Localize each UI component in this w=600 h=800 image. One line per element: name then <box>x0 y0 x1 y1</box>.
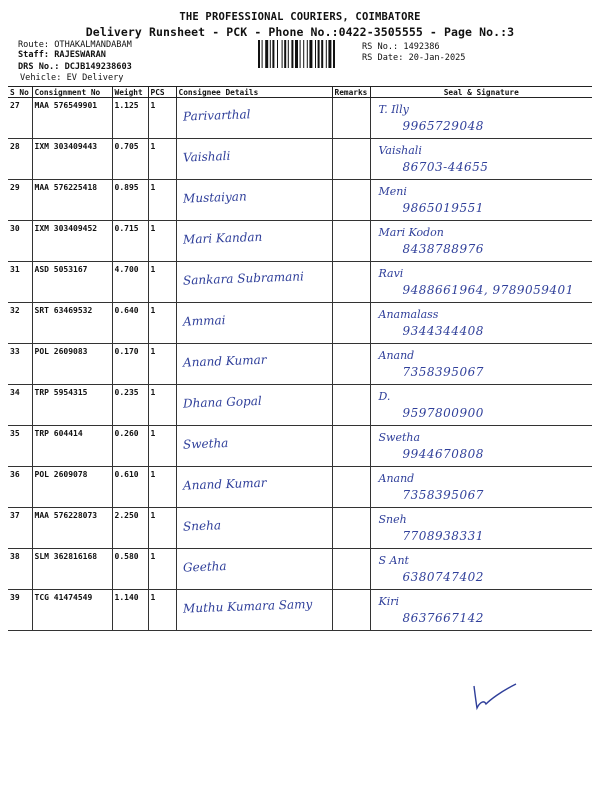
row-sno: 31 <box>8 262 32 303</box>
row-signature <box>370 385 592 426</box>
table-row <box>8 467 592 508</box>
row-sno: 29 <box>8 180 32 221</box>
row-weight: 1.140 <box>112 590 148 631</box>
row-weight: 0.715 <box>112 221 148 262</box>
table-row <box>8 262 592 303</box>
vehicle: Vehicle: EV Delivery <box>20 73 124 83</box>
col-sno: S No <box>8 87 32 98</box>
table-row <box>8 221 592 262</box>
phone-handwriting: 7708938331 <box>402 529 484 543</box>
row-sno: 38 <box>8 549 32 590</box>
row-consignment-no: IXM 303409443 <box>32 139 112 180</box>
table-row <box>8 549 592 590</box>
row-consignment-no: ASD 5053167 <box>32 262 112 303</box>
consignee-handwriting: Geetha <box>182 559 227 575</box>
barcode-bar <box>270 40 271 68</box>
row-weight: 0.235 <box>112 385 148 426</box>
row-consignee <box>176 467 332 508</box>
row-weight: 0.640 <box>112 303 148 344</box>
row-consignee <box>176 426 332 467</box>
row-remarks <box>332 221 370 262</box>
signature-handwriting: T. Illy <box>378 103 409 116</box>
row-consignee <box>176 549 332 590</box>
phone-handwriting: 9865019551 <box>402 201 484 215</box>
row-signature <box>370 262 592 303</box>
row-consignment-no: TCG 41474549 <box>32 590 112 631</box>
table-row <box>8 303 592 344</box>
barcode-bar <box>284 40 286 68</box>
signature-handwriting: Anand <box>378 472 415 485</box>
row-sno: 30 <box>8 221 32 262</box>
row-weight: 4.700 <box>112 262 148 303</box>
row-remarks <box>332 549 370 590</box>
row-remarks <box>332 180 370 221</box>
row-remarks <box>332 467 370 508</box>
row-consignee <box>176 303 332 344</box>
row-pcs: 1 <box>148 426 176 467</box>
row-weight: 0.580 <box>112 549 148 590</box>
row-consignment-no: SLM 362816168 <box>32 549 112 590</box>
row-sno: 36 <box>8 467 32 508</box>
barcode-bar <box>295 40 298 68</box>
row-weight: 0.705 <box>112 139 148 180</box>
phone-handwriting: 8438788976 <box>402 242 484 256</box>
row-signature <box>370 590 592 631</box>
col-signature: Seal & Signature <box>370 87 592 98</box>
consignee-handwriting: Muthu Kumara Samy <box>182 597 313 616</box>
consignee-handwriting: Anand Kumar <box>182 352 267 370</box>
row-sno: 35 <box>8 426 32 467</box>
barcode-bar <box>318 40 320 68</box>
row-remarks <box>332 344 370 385</box>
row-consignment-no: TRP 604414 <box>32 426 112 467</box>
consignee-handwriting: Parivarthal <box>182 107 251 124</box>
company-name: THE PROFESSIONAL COURIERS, COIMBATORE <box>179 11 421 23</box>
row-pcs: 1 <box>148 385 176 426</box>
row-pcs: 1 <box>148 139 176 180</box>
row-pcs: 1 <box>148 508 176 549</box>
barcode-bar <box>288 40 289 68</box>
barcode-bar <box>291 40 293 68</box>
table-header-row <box>8 87 592 98</box>
row-consignment-no: MAA 576225418 <box>32 180 112 221</box>
row-remarks <box>332 508 370 549</box>
row-consignment-no: POL 2609078 <box>32 467 112 508</box>
phone-handwriting: 86703-44655 <box>402 160 489 174</box>
consignee-handwriting: Swetha <box>182 435 229 452</box>
signature-handwriting: Anamalass <box>378 308 439 321</box>
consignee-handwriting: Anand Kumar <box>182 475 267 493</box>
row-consignment-no: TRP 5954315 <box>32 385 112 426</box>
row-pcs: 1 <box>148 98 176 139</box>
table-row <box>8 98 592 139</box>
row-signature <box>370 139 592 180</box>
col-remarks: Remarks <box>332 87 370 98</box>
row-weight: 0.610 <box>112 467 148 508</box>
row-signature <box>370 221 592 262</box>
signature-handwriting: S Ant <box>378 554 409 567</box>
phone-handwriting: 7358395067 <box>402 365 484 379</box>
row-consignee <box>176 344 332 385</box>
row-sno: 28 <box>8 139 32 180</box>
table-row <box>8 344 592 385</box>
barcode-bar <box>309 40 312 68</box>
row-pcs: 1 <box>148 221 176 262</box>
row-signature <box>370 426 592 467</box>
signature-handwriting: Sneh <box>378 513 407 526</box>
row-signature <box>370 98 592 139</box>
col-consignment: Consignment No <box>32 87 112 98</box>
row-signature <box>370 467 592 508</box>
table-row <box>8 426 592 467</box>
barcode-bar <box>262 40 263 68</box>
row-sno: 34 <box>8 385 32 426</box>
phone-handwriting: 9597800900 <box>402 406 484 420</box>
row-signature <box>370 549 592 590</box>
row-pcs: 1 <box>148 467 176 508</box>
row-consignee <box>176 180 332 221</box>
row-consignee <box>176 590 332 631</box>
row-remarks <box>332 590 370 631</box>
col-consignee: Consignee Details <box>176 87 332 98</box>
barcode-bar <box>265 40 268 68</box>
row-remarks <box>332 385 370 426</box>
row-weight: 0.260 <box>112 426 148 467</box>
signature-handwriting: Kiri <box>378 595 400 608</box>
row-consignee <box>176 139 332 180</box>
row-consignee <box>176 508 332 549</box>
signature-handwriting: Swetha <box>378 431 421 444</box>
barcode-bar <box>258 40 260 68</box>
barcode-bar <box>300 40 301 68</box>
rs-number: RS No.: 1492386 <box>362 42 440 52</box>
phone-handwriting: 9344344408 <box>402 324 484 338</box>
phone-handwriting: 8637667142 <box>402 611 484 625</box>
row-consignee <box>176 98 332 139</box>
row-pcs: 1 <box>148 344 176 385</box>
row-pcs: 1 <box>148 303 176 344</box>
barcode-bar <box>272 40 274 68</box>
row-remarks <box>332 139 370 180</box>
signature-handwriting: Ravi <box>378 267 404 280</box>
row-consignment-no: SRT 63469532 <box>32 303 112 344</box>
row-pcs: 1 <box>148 590 176 631</box>
row-sno: 27 <box>8 98 32 139</box>
row-sno: 33 <box>8 344 32 385</box>
row-pcs: 1 <box>148 549 176 590</box>
signature-handwriting: Mari Kodon <box>378 226 444 239</box>
row-weight: 0.895 <box>112 180 148 221</box>
barcode-bar <box>277 40 278 68</box>
row-pcs: 1 <box>148 180 176 221</box>
barcode-bar <box>328 40 331 68</box>
row-consignment-no: MAA 576549901 <box>32 98 112 139</box>
row-signature <box>370 508 592 549</box>
table-row <box>8 180 592 221</box>
staff: Staff: RAJESWARAN <box>18 50 106 60</box>
barcode-bar <box>315 40 316 68</box>
table-row <box>8 385 592 426</box>
row-remarks <box>332 262 370 303</box>
row-consignee <box>176 262 332 303</box>
signature-handwriting: Meni <box>378 185 407 198</box>
runsheet-title: Delivery Runsheet - PCK - Phone No.:0422-3505555 - Page No.:3 <box>85 25 515 39</box>
col-pcs: PCS <box>148 87 176 98</box>
barcode-bar <box>321 40 323 68</box>
row-weight: 0.170 <box>112 344 148 385</box>
row-signature <box>370 303 592 344</box>
row-remarks <box>332 303 370 344</box>
consignee-handwriting: Vaishali <box>182 148 231 165</box>
runsheet-table <box>8 86 592 631</box>
row-weight: 2.250 <box>112 508 148 549</box>
signature-handwriting: D. <box>378 390 391 403</box>
signature-handwriting: Anand <box>378 349 415 362</box>
table-row <box>8 139 592 180</box>
drs-number: DRS No.: DCJB149238603 <box>18 62 132 72</box>
barcode-bar <box>333 40 335 68</box>
col-weight: Weight <box>112 87 148 98</box>
consignee-handwriting: Sankara Subramani <box>182 269 304 288</box>
barcode-bar <box>307 40 308 68</box>
consignee-handwriting: Mustaiyan <box>182 189 247 206</box>
row-sno: 39 <box>8 590 32 631</box>
row-consignment-no: IXM 303409452 <box>32 221 112 262</box>
row-consignee <box>176 385 332 426</box>
consignee-handwriting: Ammai <box>182 313 226 329</box>
row-remarks <box>332 426 370 467</box>
barcode-bar <box>326 40 327 68</box>
row-sno: 32 <box>8 303 32 344</box>
barcode <box>258 40 356 68</box>
row-remarks <box>332 98 370 139</box>
consignee-handwriting: Mari Kandan <box>182 229 262 247</box>
barcode-bar <box>303 40 304 68</box>
table-row <box>8 508 592 549</box>
row-pcs: 1 <box>148 262 176 303</box>
rs-date: RS Date: 20-Jan-2025 <box>362 53 466 63</box>
phone-handwriting: 9488661964, 9789059401 <box>402 283 574 297</box>
consignee-handwriting: Dhana Gopal <box>182 393 262 411</box>
row-consignee <box>176 221 332 262</box>
signature-handwriting: Vaishali <box>378 144 422 157</box>
phone-handwriting: 9965729048 <box>402 119 484 133</box>
row-consignment-no: POL 2609083 <box>32 344 112 385</box>
row-sno: 37 <box>8 508 32 549</box>
row-signature <box>370 344 592 385</box>
phone-handwriting: 9944670808 <box>402 447 484 461</box>
row-consignment-no: MAA 576228073 <box>32 508 112 549</box>
phone-handwriting: 7358395067 <box>402 488 484 502</box>
table-row <box>8 590 592 631</box>
route: Route: OTHAKALMANDABAM <box>18 40 132 50</box>
row-signature <box>370 180 592 221</box>
barcode-bar <box>282 40 283 68</box>
consignee-handwriting: Sneha <box>182 518 221 534</box>
handwritten-signature-mark <box>470 682 530 712</box>
phone-handwriting: 6380747402 <box>402 570 484 584</box>
row-weight: 1.125 <box>112 98 148 139</box>
